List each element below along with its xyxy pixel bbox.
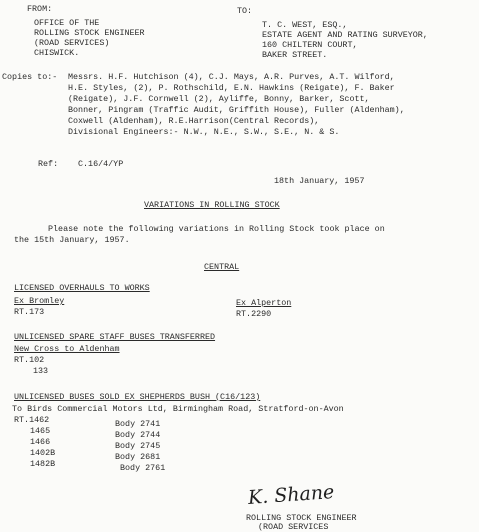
copies-line-4: Bonner, Pingram (Traffic Audit, Griffith House), Fuller (Aldenham), [68, 105, 405, 115]
spare-staff-vehicle-2: 133 [33, 366, 49, 376]
sold-row-3-vehicle: 1466 [30, 437, 51, 447]
to-line-1: T. C. WEST, ESQ., [262, 20, 348, 30]
from-label: FROM: [27, 4, 53, 14]
copies-line-3: (Reigate), J.F. Cornwell (2), Ayliffe, Bonny, Barker, Scott, [68, 94, 370, 104]
overhauls-heading: LICENSED OVERHAULS TO WORKS [14, 283, 150, 293]
sold-row-5-body: Body 2761 [120, 463, 166, 473]
intro-line-2: the 15th January, 1957. [14, 235, 130, 245]
to-line-4: BAKER STREET. [262, 50, 328, 60]
sold-row-1-vehicle: RT.1462 [14, 415, 50, 425]
sold-row-4-vehicle: 1402B [30, 448, 56, 458]
overhauls-left-label: Ex Bromley [14, 296, 65, 306]
copies-label: Copies to:- [2, 72, 58, 82]
handwritten-signature: K. Shane [247, 481, 336, 509]
copies-line-5: Coxwell (Aldenham), R.E.Harrison(Central Records), [68, 116, 320, 126]
signature-title-2: (ROAD SERVICES [258, 522, 329, 532]
sold-row-2-vehicle: 1465 [30, 426, 51, 436]
from-line-1: OFFICE OF THE [34, 18, 100, 28]
from-line-4: CHISWICK. [34, 48, 80, 58]
sold-row-4-body: Body 2681 [115, 452, 161, 462]
to-line-3: 160 CHILTERN COURT, [262, 40, 358, 50]
sold-row-2-body: Body 2744 [115, 430, 161, 440]
copies-line-2: H.E. Styles, (2), P. Rothschild, E.N. Hawkins (Reigate), F. Baker [68, 83, 395, 93]
ref-value: C.16/4/YP [78, 159, 124, 169]
from-line-2: ROLLING STOCK ENGINEER [34, 28, 145, 38]
from-line-3: (ROAD SERVICES) [34, 38, 110, 48]
sold-heading: UNLICENSED BUSES SOLD EX SHEPHERDS BUSH (C16/123) [14, 392, 261, 402]
overhauls-right-label: Ex Alperton [236, 298, 292, 308]
sold-row-3-body: Body 2745 [115, 441, 161, 451]
signature-title-1: ROLLING STOCK ENGINEER [246, 513, 357, 523]
to-label: TO: [237, 6, 253, 16]
subject-heading: VARIATIONS IN ROLLING STOCK [144, 200, 280, 210]
overhauls-right-vehicle: RT.2290 [236, 309, 272, 319]
copies-line-6: Divisional Engineers:- N.W., N.E., S.W., S.E., N. & S. [68, 127, 340, 137]
intro-line-1: Please note the following variations in Rolling Stock took place on [48, 224, 385, 234]
spare-staff-vehicle-1: RT.102 [14, 355, 45, 365]
sold-buyer: To Birds Commercial Motors Ltd, Birmingham Road, Stratford-on-Avon [12, 404, 344, 414]
copies-line-1: Messrs. H.F. Hutchison (4), C.J. Mays, A.R. Purves, A.T. Wilford, [68, 72, 395, 82]
to-line-2: ESTATE AGENT AND RATING SURVEYOR, [262, 30, 428, 40]
section-heading-central: CENTRAL [204, 262, 240, 272]
overhauls-left-vehicle: RT.173 [14, 307, 45, 317]
sold-row-5-vehicle: 1482B [30, 459, 56, 469]
spare-staff-route: New Cross to Aldenham [14, 344, 120, 354]
sold-row-1-body: Body 2741 [115, 419, 161, 429]
spare-staff-heading: UNLICENSED SPARE STAFF BUSES TRANSFERRED [14, 332, 216, 342]
document-date: 18th January, 1957 [274, 176, 365, 186]
ref-label: Ref: [38, 159, 59, 169]
